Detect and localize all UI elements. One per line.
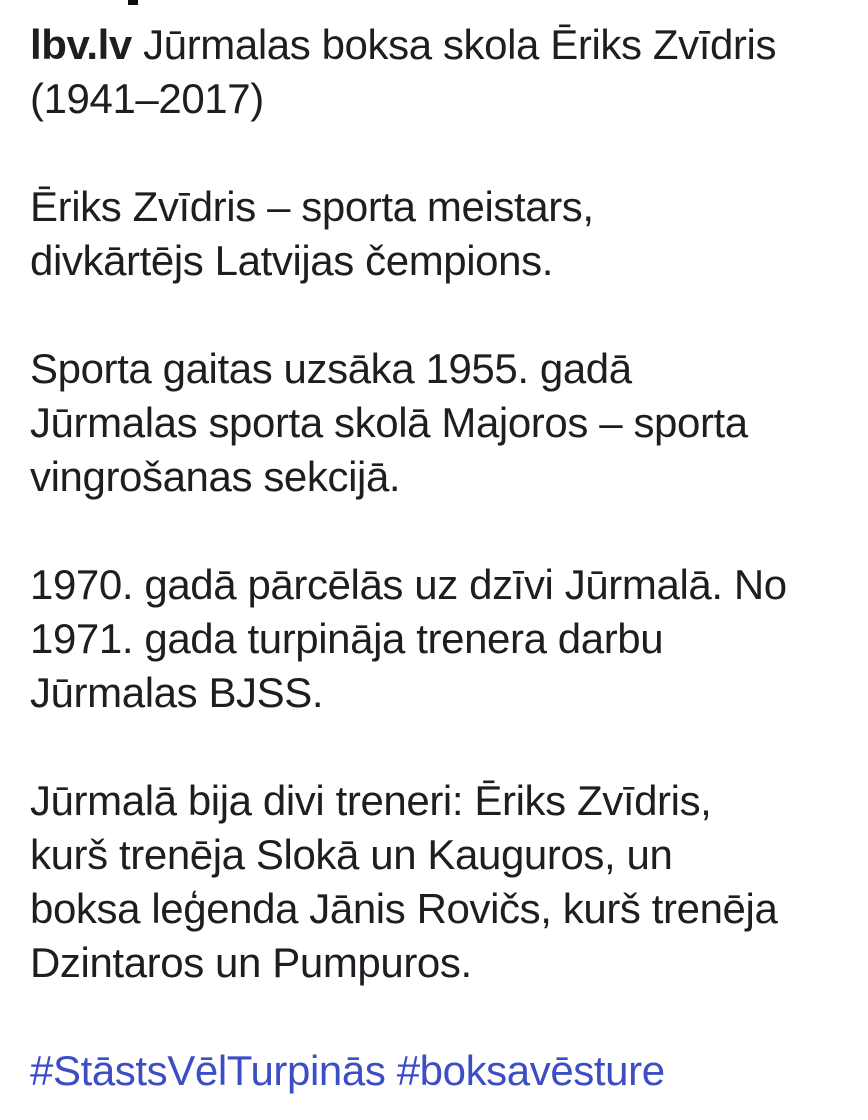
caption-line: Jūrmalā bija divi treneri: Ēriks Zvīdris,	[30, 777, 712, 824]
caption-paragraph	[30, 342, 858, 504]
caption-line: boksa leģenda Jānis Rovičs, kurš trenēja	[30, 885, 778, 932]
caption-line: vingrošanas sekcijā.	[30, 453, 401, 500]
caption-paragraph-title	[30, 18, 858, 126]
caption-line: Jūrmalas BJSS.	[30, 669, 324, 716]
hashtag-link-stasts-vel-turpinas[interactable]: #StāstsVēlTurpinās	[30, 1047, 386, 1094]
caption-line	[30, 18, 858, 72]
hashtag-link-boksavesture[interactable]: #boksavēsture	[396, 1047, 665, 1094]
post-caption	[30, 18, 858, 1098]
caption-line: divkārtējs Latvijas čempions.	[30, 237, 553, 284]
caption-line	[30, 1044, 858, 1098]
author-username-link[interactable]: lbv.lv	[30, 21, 132, 68]
caption-paragraph	[30, 180, 858, 288]
caption-line: 1970. gadā pārcēlās uz dzīvi Jūrmalā. No	[30, 561, 787, 608]
caption-line: kurš trenēja Slokā un Kauguros, un	[30, 831, 673, 878]
caption-line: Dzintaros un Pumpuros.	[30, 939, 472, 986]
cropped-text-fragment	[128, 0, 138, 5]
caption-paragraph-hashtags	[30, 1044, 858, 1098]
caption-line: Sporta gaitas uzsāka 1955. gadā	[30, 345, 632, 392]
caption-title-text: Jūrmalas boksa skola Ēriks Zvīdris	[131, 21, 777, 68]
caption-line: (1941–2017)	[30, 75, 264, 122]
caption-paragraph	[30, 774, 858, 990]
caption-line: 1971. gada turpināja trenera darbu	[30, 615, 664, 662]
caption-line: Ēriks Zvīdris – sporta meistars,	[30, 183, 594, 230]
caption-paragraph	[30, 558, 858, 720]
caption-line: Jūrmalas sporta skolā Majoros – sporta	[30, 399, 748, 446]
